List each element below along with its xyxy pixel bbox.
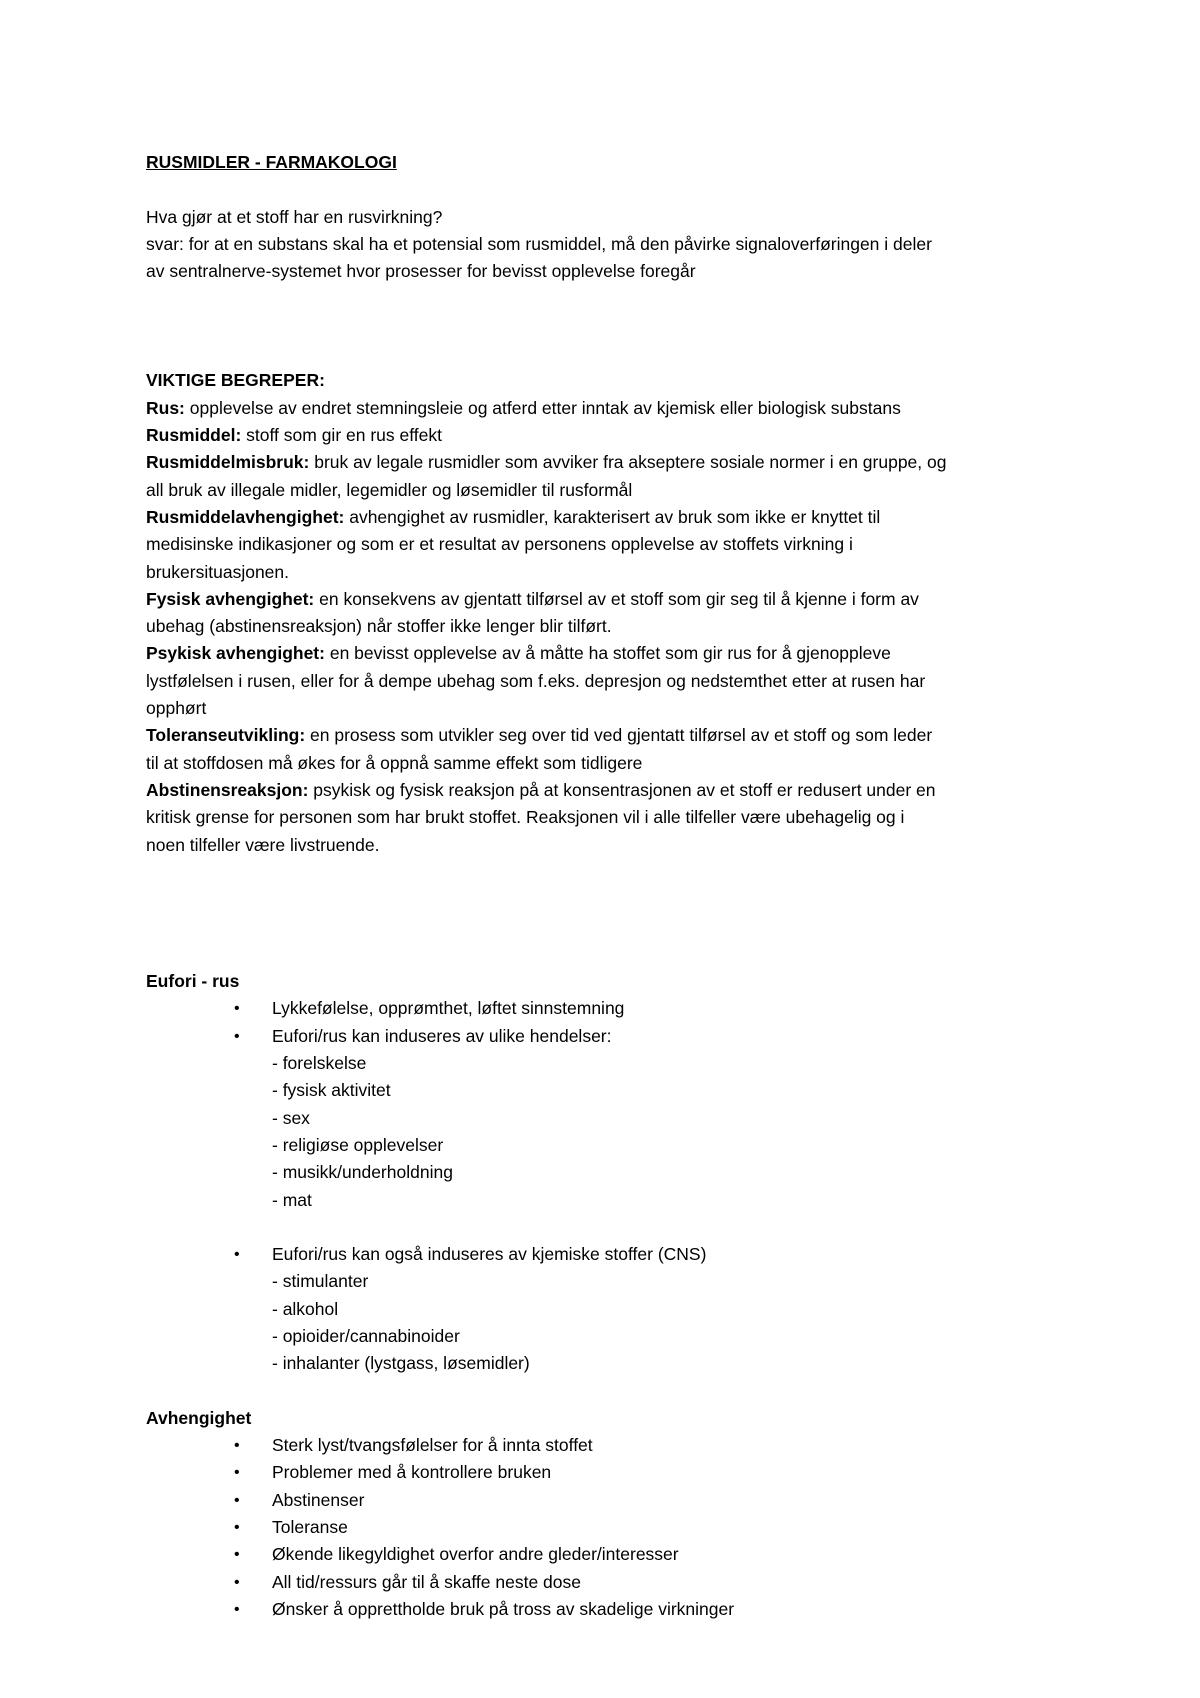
concept-definition: avhengighet av rusmidler, karakterisert av bruk som ikke er knyttet til	[344, 506, 881, 527]
list-item: • All tid/ressurs går til å skaffe neste dose	[146, 1569, 1076, 1596]
page-title: RUSMIDLER - FARMAKOLOGI	[146, 152, 397, 172]
bullet-icon: •	[234, 1519, 240, 1537]
concept-toleranseutvikling	[146, 722, 1076, 749]
concept-definition: en prosess som utvikler seg over tid ved gjentatt tilførsel av et stoff og som leder	[305, 725, 933, 746]
sub-item: - stimulanter	[272, 1271, 369, 1292]
avhengighet-heading: Avhengighet	[146, 1407, 252, 1428]
list-item: • Lykkefølelse, opprømthet, løftet sinnstemning	[146, 995, 1076, 1022]
answer-line: svar: for at en substans skal ha et potensial som rusmiddel, må den påvirke signaloverføringen i deler	[146, 233, 932, 254]
bullet-icon: •	[234, 1600, 240, 1618]
sub-item: - opioider/cannabinoider	[272, 1325, 460, 1346]
sub-item: - alkohol	[272, 1298, 339, 1319]
concept-definition-cont: medisinske indikasjoner og som er et resultat av personens opplevelse av stoffets virkning i	[146, 534, 853, 555]
bullet-icon: •	[234, 1491, 240, 1509]
bullet-icon: •	[234, 1437, 240, 1455]
answer-line: av sentralnerve-systemet hvor prosesser for bevisst opplevelse foregår	[146, 261, 696, 282]
list-item: • Økende likegyldighet overfor andre gleder/interesser	[146, 1541, 1076, 1568]
sub-item: - inhalanter (lystgass, løsemidler)	[272, 1353, 530, 1374]
concept-rus	[146, 395, 1076, 422]
concept-definition: psykisk og fysisk reaksjon på at konsentrasjonen av et stoff er redusert under en	[308, 779, 936, 800]
bullet-icon: •	[234, 1464, 240, 1482]
list-item: • Ønsker å opprettholde bruk på tross av skadelige virkninger	[146, 1596, 1076, 1623]
concept-term: Abstinensreaksjon:	[146, 779, 309, 800]
bullet-icon: •	[234, 1000, 240, 1018]
concept-rusmiddel	[146, 422, 1076, 449]
eufori-heading: Eufori - rus	[146, 971, 240, 992]
concept-definition: en konsekvens av gjentatt tilførsel av et stoff som gir seg til å kjenne i form av	[314, 588, 919, 609]
bullet-icon: •	[234, 1546, 240, 1564]
list-item: • Sterk lyst/tvangsfølelser for å innta stoffet	[146, 1432, 1076, 1459]
bullet-icon: •	[234, 1246, 240, 1264]
document-body	[146, 149, 1076, 1623]
concept-term: Fysisk avhengighet:	[146, 588, 315, 609]
concept-definition-cont: lystfølelsen i rusen, eller for å dempe ubehag som f.eks. depresjon og nedstemthet etter at rusen har	[146, 670, 926, 691]
concept-definition: stoff som gir en rus effekt	[241, 425, 442, 446]
sub-item: - fysisk aktivitet	[272, 1080, 391, 1101]
list-item: • Eufori/rus kan induseres av ulike hendelser:	[146, 1023, 1076, 1050]
concept-term: Rusmiddelmisbruk:	[146, 452, 310, 473]
sub-item: - mat	[272, 1189, 312, 1210]
concept-term: Rusmiddel:	[146, 425, 242, 446]
concept-definition: bruk av legale rusmidler som avviker fra akseptere sosiale normer i en gruppe, og	[309, 452, 947, 473]
concept-definition-cont: noen tilfeller være livstruende.	[146, 834, 380, 855]
bullet-icon: •	[234, 1573, 240, 1591]
sub-item: - religiøse opplevelser	[272, 1134, 444, 1155]
list-item: • Problemer med å kontrollere bruken	[146, 1459, 1076, 1486]
concept-term: Rus:	[146, 397, 185, 418]
concepts-heading: VIKTIGE BEGREPER:	[146, 370, 325, 391]
list-item: • Eufori/rus kan også induseres av kjemiske stoffer (CNS)	[146, 1241, 1076, 1268]
concept-definition-cont: ubehag (abstinensreaksjon) når stoffer ikke lenger blir tilført.	[146, 616, 612, 637]
concept-definition: en bevisst opplevelse av å måtte ha stoffet som gir rus for å gjenoppleve	[324, 643, 891, 664]
sub-item: - musikk/underholdning	[272, 1162, 453, 1183]
concept-term: Psykisk avhengighet:	[146, 643, 325, 664]
avhengighet-list	[146, 1432, 1076, 1623]
concept-definition-cont: brukersituasjonen.	[146, 561, 289, 582]
question-line: Hva gjør at et stoff har en rusvirkning?	[146, 206, 443, 227]
concept-fysisk-avhengighet	[146, 586, 1076, 613]
concept-definition-cont: all bruk av illegale midler, legemidler og løsemidler til rusformål	[146, 479, 633, 500]
concept-term: Rusmiddelavhengighet:	[146, 506, 345, 527]
concept-definition-cont: til at stoffdosen må økes for å oppnå samme effekt som tidligere	[146, 752, 643, 773]
sub-item: - forelskelse	[272, 1053, 367, 1074]
list-item: • Toleranse	[146, 1514, 1076, 1541]
concept-definition-cont: kritisk grense for personen som har brukt stoffet. Reaksjonen vil i alle tilfeller være ubehagelig og i	[146, 807, 905, 828]
concept-term: Toleranseutvikling:	[146, 725, 306, 746]
eufori-list-2	[146, 1241, 1076, 1268]
concept-abstinensreaksjon	[146, 777, 1076, 804]
concept-rusmiddelavhengighet	[146, 504, 1076, 531]
sub-item: - sex	[272, 1107, 310, 1128]
bullet-icon: •	[234, 1027, 240, 1045]
concept-definition-cont: opphørt	[146, 698, 207, 719]
concept-definition: opplevelse av endret stemningsleie og atferd etter inntak av kjemisk eller biologisk substans	[184, 397, 901, 418]
list-item: • Abstinenser	[146, 1487, 1076, 1514]
concept-rusmiddelmisbruk	[146, 449, 1076, 476]
eufori-list	[146, 995, 1076, 1050]
concept-psykisk-avhengighet	[146, 640, 1076, 667]
